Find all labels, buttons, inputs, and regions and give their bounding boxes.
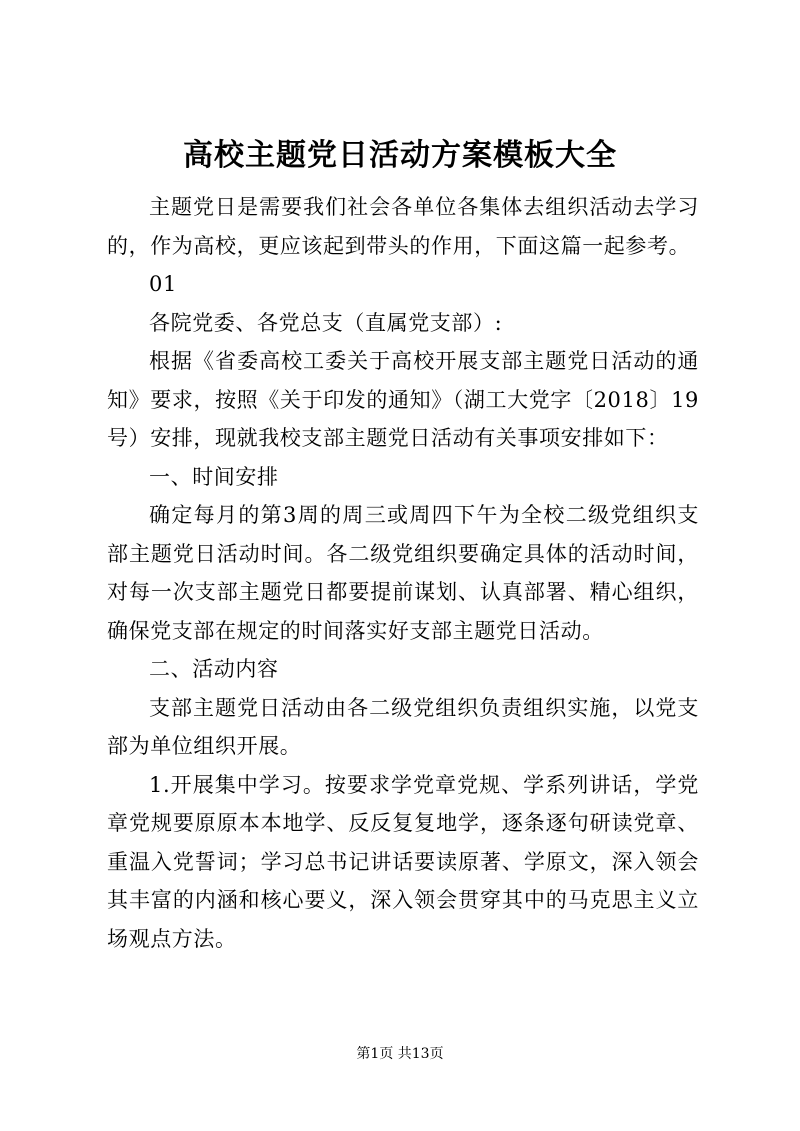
paragraph-intro: 主题党日是需要我们社会各单位各集体去组织活动去学习的，作为高校，更应该起到带头的作用，下面这篇一起参考。 [107, 195, 699, 258]
paragraph-content: 支部主题党日活动由各二级党组织负责组织实施，以党支部为单位组织开展。 [107, 695, 699, 758]
paragraph-time: 确定每月的第3周的周三或周四下午为全校二级党组织支部主题党日活动时间。各二级党组织要确定具体的活动时间，对每一次支部主题党日都要提前谋划、认真部署、精心组织，确保党支部在规定的时间落实好支部主题党日活动。 [107, 503, 699, 643]
document-body [107, 188, 699, 958]
paragraph-basis: 根据《省委高校工委关于高校开展支部主题党日活动的通知》要求，按照《关于印发的通知》（湖工大党字〔2018〕19号）安排，现就我校支部主题党日活动有关事项安排如下： [107, 349, 699, 450]
page-number-footer: 第1页 共13页 [356, 1046, 444, 1062]
section-heading-time: 一、时间安排 [149, 464, 279, 489]
paragraph-study: 1.开展集中学习。按要求学党章党规、学系列讲话，学党章党规要原原本本地学、反反复复地学，逐条逐句研读党章、重温入党誓词；学习总书记讲话要读原著、学原文，深入领会其丰富的内涵和核心要义，深入领会贯穿其中的马克思主义立场观点方法。 [107, 772, 699, 951]
document-title: 高校主题党日活动方案模板大全 [183, 138, 617, 173]
section-heading-content: 二、活动内容 [149, 657, 279, 681]
paragraph-recipient: 各院党委、各党总支（直属党支部）: [149, 310, 503, 335]
paragraph-number: 01 [149, 272, 177, 296]
